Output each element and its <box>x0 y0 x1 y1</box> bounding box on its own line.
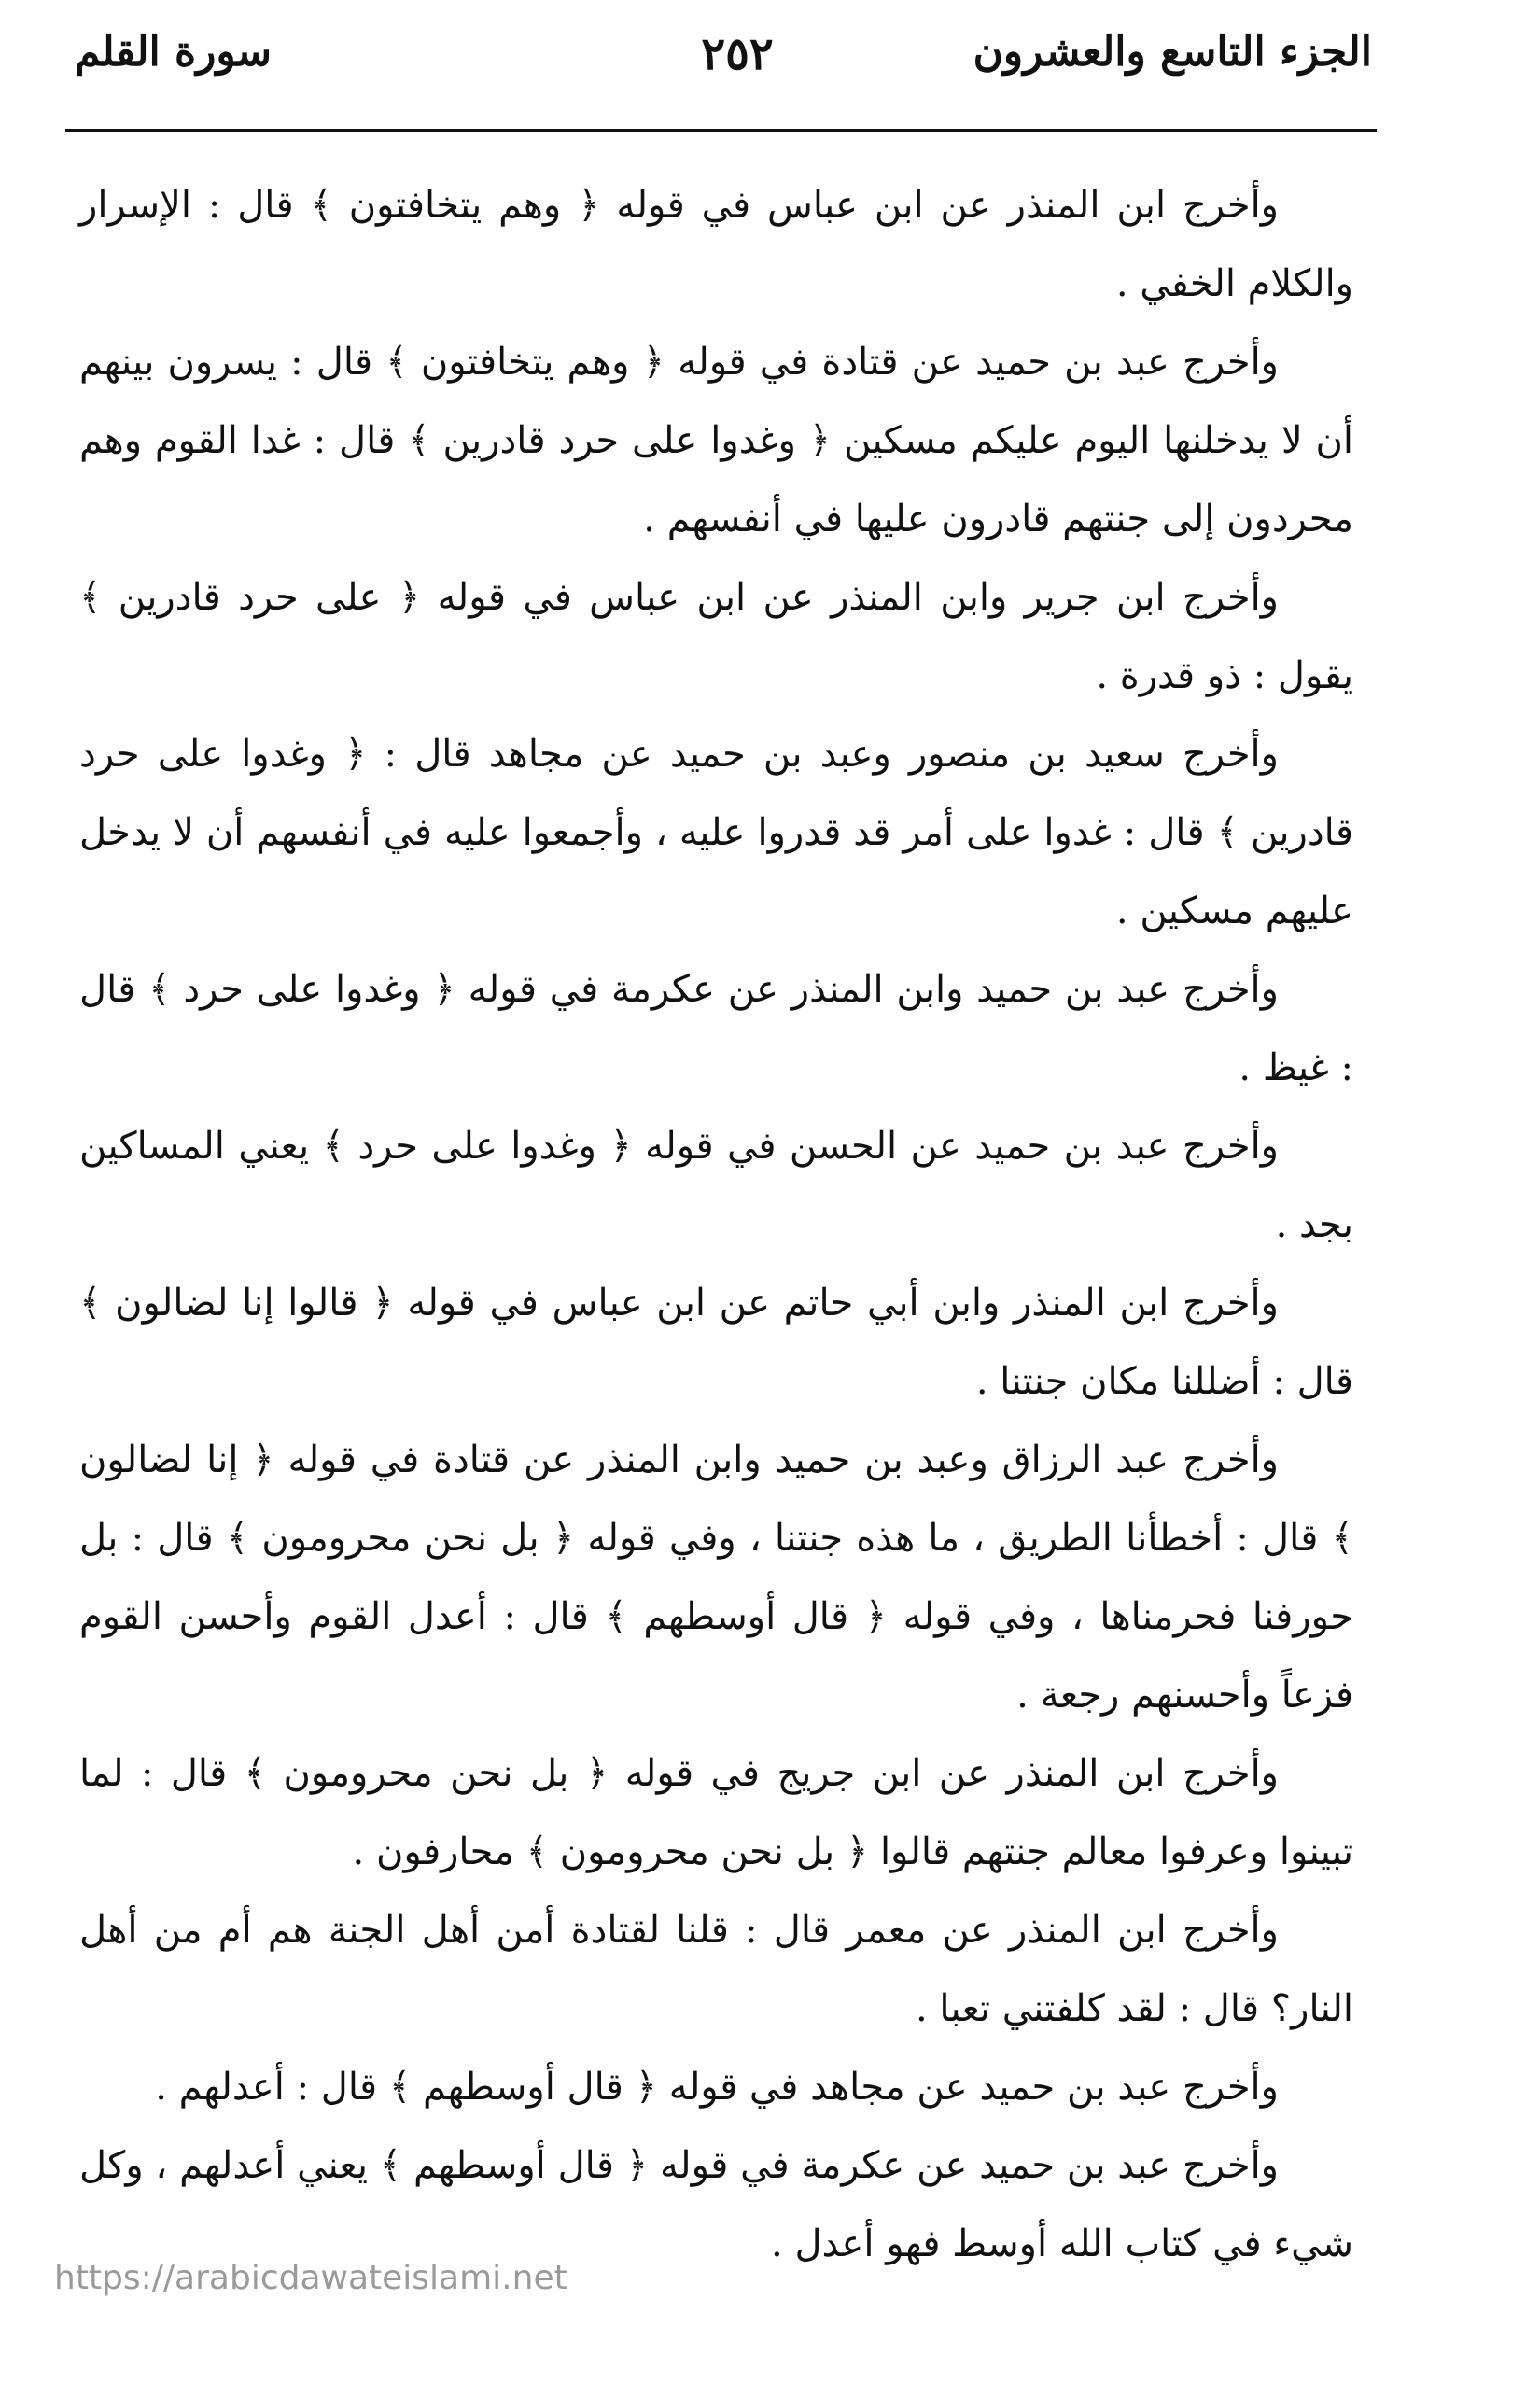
paragraph: وأخرج عبد بن حميد عن الحسن في قوله ﴿ وغدوا على حرد ﴾ يعني المساكين بجد . <box>79 1125 1353 1246</box>
surah-title: سورة القلم <box>75 28 272 76</box>
page-number: ٢٥٢ <box>701 28 774 80</box>
paragraph: وأخرج ابن المنذر عن ابن عباس في قوله ﴿ وهم يتخافتون ﴾ قال : الإسرار والكلام الخفي . <box>79 184 1353 305</box>
paragraph: وأخرج عبد بن حميد عن قتادة في قوله ﴿ وهم يتخافتون ﴾ قال : يسرون بينهم أن لا يدخلنها اليوم عليكم مسكين ﴿ وغدوا على حرد قادرين ﴾ قال : غدا القوم وهم محردون إلى جنتهم قادرون عليها في أنفسهم . <box>79 341 1353 540</box>
page-header <box>65 28 1372 103</box>
paragraph: وأخرج ابن المنذر وابن أبي حاتم عن ابن عباس في قوله ﴿ قالوا إنا لضالون ﴾ قال : أضللنا مكان جنتنا . <box>79 1282 1353 1403</box>
watermark-url: https://arabicdawateislami.net <box>54 2259 567 2297</box>
body-text <box>79 166 1353 2283</box>
paragraph: وأخرج ابن جرير وابن المنذر عن ابن عباس في قوله ﴿ على حرد قادرين ﴾ يقول : ذو قدرة . <box>79 576 1353 697</box>
part-title: الجزء التاسع والعشرون <box>973 28 1372 76</box>
paragraph: وأخرج عبد الرزاق وعبد بن حميد وابن المنذر عن قتادة في قوله ﴿ إنا لضالون ﴾ قال : أخطأنا الطريق ، ما هذه جنتنا ، وفي قوله ﴿ بل نحن محرومون ﴾ قال : بل حورفنا فحرمناها ، وفي قوله ﴿ قال أوسطهم ﴾ قال : أعدل القوم وأحسن القوم فزعاً وأحسنهم رجعة . <box>79 1438 1353 1717</box>
paragraph: وأخرج ابن المنذر عن ابن جريج في قوله ﴿ بل نحن محرومون ﴾ قال : لما تبينوا وعرفوا معالم جنتهم قالوا ﴿ بل نحن محرومون ﴾ محارفون . <box>79 1752 1353 1873</box>
paragraph: وأخرج عبد بن حميد عن عكرمة في قوله ﴿ قال أوسطهم ﴾ يعني أعدلهم ، وكل شيء في كتاب الله أوسط فهو أعدل . <box>79 2144 1353 2265</box>
header-rule <box>65 129 1377 132</box>
paragraph: وأخرج سعيد بن منصور وعبد بن حميد عن مجاهد قال : ﴿ وغدوا على حرد قادرين ﴾ قال : غدوا على أمر قد قدروا عليه ، وأجمعوا عليه في أنفسهم أن لا يدخل عليهم مسكين . <box>79 733 1353 932</box>
paragraph: وأخرج عبد بن حميد وابن المنذر عن عكرمة في قوله ﴿ وغدوا على حرد ﴾ قال : غيظ . <box>79 968 1353 1089</box>
paragraph: وأخرج ابن المنذر عن معمر قال : قلنا لقتادة أمن أهل الجنة هم أم من أهل النار؟ قال : لقد كلفتني تعبا . <box>79 1909 1353 2030</box>
paragraph: وأخرج عبد بن حميد عن مجاهد في قوله ﴿ قال أوسطهم ﴾ قال : أعدلهم . <box>155 2066 1279 2109</box>
